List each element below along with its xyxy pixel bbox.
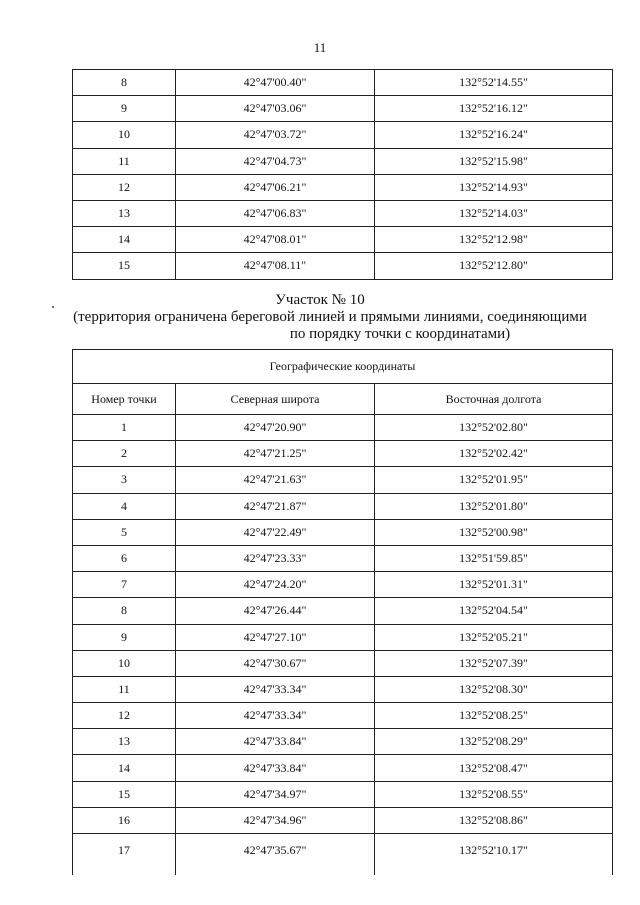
point-number-cell: 11 [73,148,176,174]
longitude-cell: 132°52'02.42" [375,441,613,467]
table-row [73,650,613,676]
longitude-cell: 132°52'12.80" [375,253,613,279]
table-row [73,96,613,122]
latitude-cell: 42°47'33.84" [176,755,375,781]
point-number-cell: 9 [73,96,176,122]
longitude-cell: 132°52'08.25" [375,703,613,729]
latitude-cell: 42°47'30.67" [176,650,375,676]
latitude-cell: 42°47'35.67" [176,834,375,876]
point-number-cell: 13 [73,200,176,226]
table-row [73,493,613,519]
longitude-cell: 132°51'59.85" [375,545,613,571]
longitude-cell: 132°52'08.55" [375,781,613,807]
coordinates-table-section-10 [72,349,613,875]
latitude-cell: 42°47'21.25" [176,441,375,467]
latitude-cell: 42°47'21.87" [176,493,375,519]
table-row [73,755,613,781]
latitude-cell: 42°47'34.96" [176,807,375,833]
point-number-cell: 8 [73,70,176,96]
point-number-cell: 15 [73,253,176,279]
point-number-cell: 2 [73,441,176,467]
latitude-cell: 42°47'08.11" [176,253,375,279]
point-number-cell: 5 [73,519,176,545]
longitude-cell: 132°52'02.80" [375,415,613,441]
latitude-cell: 42°47'33.84" [176,729,375,755]
section-title: Участок № 10 [275,292,365,308]
longitude-cell: 132°52'08.86" [375,807,613,833]
longitude-cell: 132°52'14.93" [375,174,613,200]
latitude-cell: 42°47'23.33" [176,545,375,571]
table-row [73,703,613,729]
point-number-cell: 11 [73,676,176,702]
table-row [73,148,613,174]
latitude-cell: 42°47'04.73" [176,148,375,174]
point-number-cell: 15 [73,781,176,807]
table-row [73,519,613,545]
longitude-cell: 132°52'15.98" [375,148,613,174]
longitude-cell: 132°52'14.03" [375,200,613,226]
longitude-cell: 132°52'16.12" [375,96,613,122]
latitude-cell: 42°47'22.49" [176,519,375,545]
table-row [73,834,613,876]
longitude-cell: 132°52'00.98" [375,519,613,545]
longitude-cell: 132°52'12.98" [375,227,613,253]
longitude-cell: 132°52'07.39" [375,650,613,676]
latitude-cell: 42°47'03.72" [176,122,375,148]
longitude-cell: 132°52'08.29" [375,729,613,755]
table-row [73,200,613,226]
table-row [73,545,613,571]
section-description-cont: по порядку точки с координатами) [289,326,511,342]
point-number-cell: 17 [73,834,176,876]
table-row [73,467,613,493]
latitude-cell: 42°47'06.83" [176,200,375,226]
col-header-lon: Восточная долгота [375,384,613,415]
section-description: (территория ограничена береговой линией и прямыми линиями, соединяющими [73,309,587,325]
point-number-cell: 12 [73,703,176,729]
latitude-cell: 42°47'24.20" [176,572,375,598]
table-row [73,174,613,200]
latitude-cell: 42°47'26.44" [176,598,375,624]
table-row [73,122,613,148]
point-number-cell: 13 [73,729,176,755]
table-row [73,441,613,467]
page-number: 11 [313,40,327,55]
section-heading [0,292,640,343]
point-number-cell: 10 [73,650,176,676]
table-row [73,598,613,624]
coordinates-table-continued [72,69,613,280]
table-row [73,781,613,807]
longitude-cell: 132°52'01.80" [375,493,613,519]
longitude-cell: 132°52'08.47" [375,755,613,781]
point-number-cell: 4 [73,493,176,519]
group-header: Географические координаты [73,350,613,384]
latitude-cell: 42°47'20.90" [176,415,375,441]
point-number-cell: 8 [73,598,176,624]
latitude-cell: 42°47'34.97" [176,781,375,807]
point-number-cell: 12 [73,174,176,200]
table-row [73,253,613,279]
latitude-cell: 42°47'03.06" [176,96,375,122]
longitude-cell: 132°52'01.31" [375,572,613,598]
longitude-cell: 132°52'01.95" [375,467,613,493]
table-header-row [73,384,613,415]
longitude-cell: 132°52'10.17" [375,834,613,876]
point-number-cell: 3 [73,467,176,493]
longitude-cell: 132°52'16.24" [375,122,613,148]
longitude-cell: 132°52'05.21" [375,624,613,650]
point-number-cell: 10 [73,122,176,148]
point-number-cell: 14 [73,755,176,781]
latitude-cell: 42°47'21.63" [176,467,375,493]
latitude-cell: 42°47'33.34" [176,703,375,729]
latitude-cell: 42°47'33.34" [176,676,375,702]
point-number-cell: 7 [73,572,176,598]
latitude-cell: 42°47'08.01" [176,227,375,253]
table-row [73,415,613,441]
table-row [73,70,613,96]
point-number-cell: 14 [73,227,176,253]
longitude-cell: 132°52'14.55" [375,70,613,96]
point-number-cell: 6 [73,545,176,571]
table-row [73,729,613,755]
point-number-cell: 9 [73,624,176,650]
table-row [73,676,613,702]
table-row [73,227,613,253]
col-header-lat: Северная широта [176,384,375,415]
longitude-cell: 132°52'04.54" [375,598,613,624]
latitude-cell: 42°47'00.40" [176,70,375,96]
table-group-header-row [73,350,613,384]
longitude-cell: 132°52'08.30" [375,676,613,702]
latitude-cell: 42°47'27.10" [176,624,375,650]
table-row [73,624,613,650]
table-row [73,807,613,833]
latitude-cell: 42°47'06.21" [176,174,375,200]
col-header-point: Номер точки [73,384,176,415]
point-number-cell: 16 [73,807,176,833]
point-number-cell: 1 [73,415,176,441]
table-row [73,572,613,598]
